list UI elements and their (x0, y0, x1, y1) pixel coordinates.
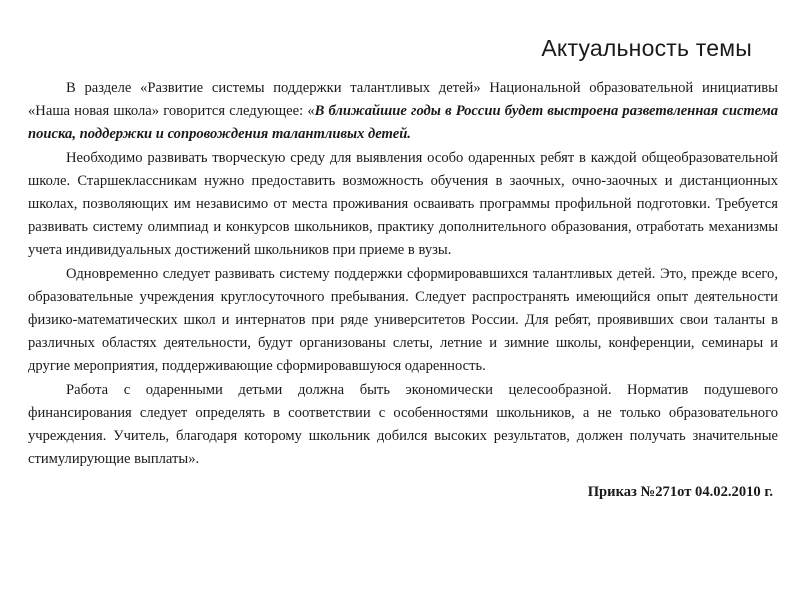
paragraph-3: Одновременно следует развивать систему поддержки сформировавшихся талантливых детей. Это, прежде всего, образовательные учреждения круглосуточного пребывания. Следует распространять имеющийся опыт деятельности физико-математических школ и интернатов при ряде университетов России. Для ребят, проявивших свои таланты в различных областях деятельности, будут организованы слеты, летние и зимние школы, конференции, семинары и другие мероприятия, поддерживающие сформировавшуюся одаренность. (28, 265, 778, 375)
paragraph-1 (28, 77, 778, 147)
paragraph-2: Необходимо развивать творческую среду для выявления особо одаренных ребят в каждой общеобразовательной школе. Старшеклассникам нужно предоставить возможность обучения в заочных, очно-заочных и дистанционных школах, позволяющих им независимо от места проживания осваивать программы профильной подготовки. Требуется развивать систему олимпиад и конкурсов школьников, практику дополнительного образования, отработать механизмы учета индивидуальных достижений школьников при приеме в вузы. (28, 149, 778, 259)
order-reference: Приказ №271от 04.02.2010 г. (587, 484, 773, 500)
paragraph-1-text: В разделе «Развитие системы поддержки талантливых детей» Национальной образовательной инициативы «Наша новая школа» говорится следующее: « (28, 80, 778, 120)
slide-body (28, 77, 778, 471)
paragraph-4: Работа с одаренными детьми должна быть экономически целесообразной. Норматив подушевого финансирования следует определять в соответствии с особенностями школьников, а не только образовательного учреждения. Учитель, благодаря которому школьник добился высоких результатов, должен получать значительные стимулирующие выплаты». (28, 381, 778, 468)
paragraph-1-emphasis: В ближайшие годы в России будет выстроена разветвленная система поиска, поддержки и сопровождения талантливых детей. (28, 103, 778, 143)
slide-title: Актуальность темы (541, 35, 752, 61)
